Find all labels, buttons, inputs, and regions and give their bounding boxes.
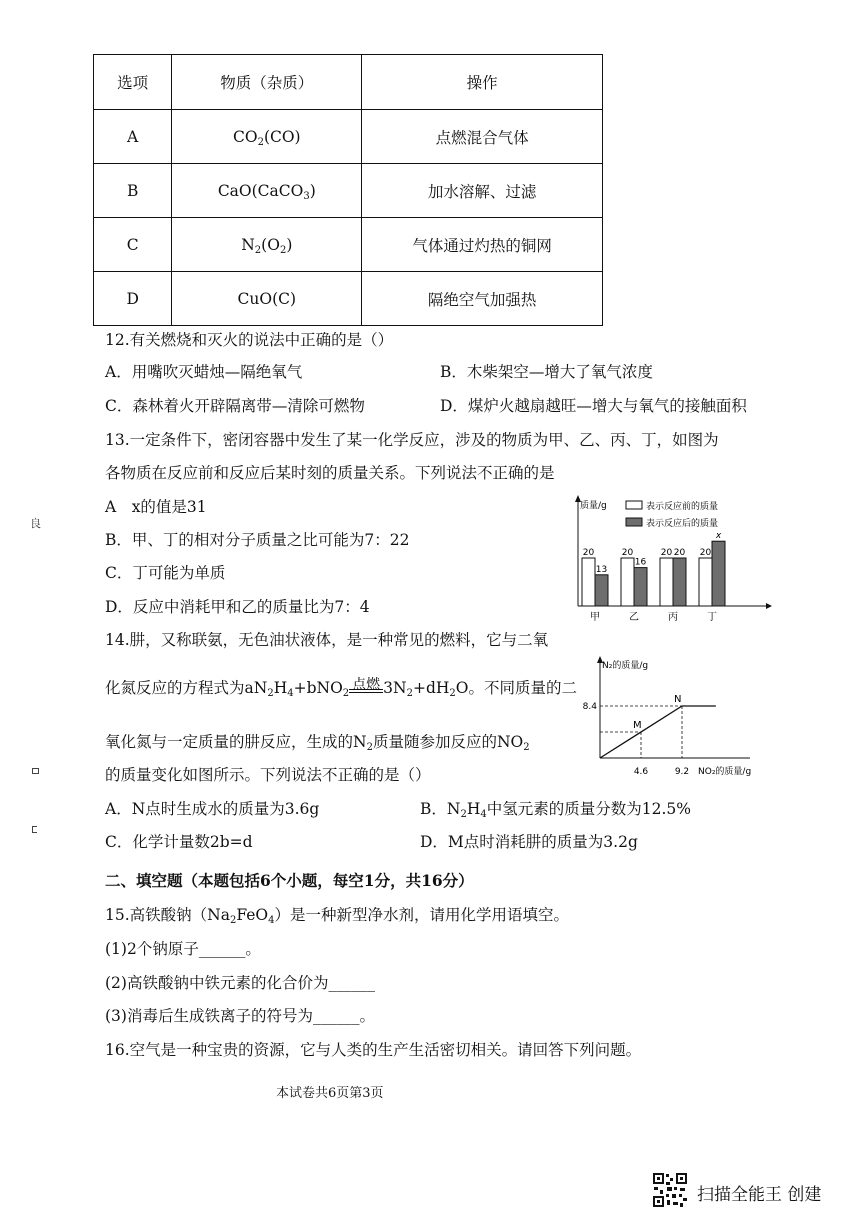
q14-option-a: A．N点时生成水的质量为3.6g — [105, 800, 320, 818]
table-header: 物质（杂质） — [172, 55, 362, 110]
margin-mark: 良 — [30, 517, 41, 530]
bar-label-before: 20 — [621, 548, 634, 558]
category-label: 丙 — [668, 612, 678, 623]
q15-part3: (3)消毒后生成铁离子的符号为______。 — [105, 1007, 375, 1025]
bar-label-before: 20 — [699, 548, 712, 558]
bar-label-before: 20 — [582, 548, 595, 558]
table-cell: CuO(C) — [172, 272, 362, 326]
q12-stem: 12.有关燃烧和灭火的说法中正确的是（） — [105, 331, 394, 349]
table-cell: CaO(CaCO$_3$) — [172, 164, 362, 218]
q15-stem: 15.高铁酸钠$(Na_2FeO_4)$是一种新型净水剂，请用化学用语填空。 — [105, 906, 570, 926]
bar-label-after: x — [715, 531, 722, 542]
y-axis-label: N₂的质量/g — [602, 661, 649, 671]
q14-text: +bNO — [293, 679, 343, 697]
table-header: 选项 — [94, 55, 172, 110]
table-header: 操作 — [362, 55, 603, 110]
q14-option-b: B．$N_2H_4$中氢元素的质量分数为12.5% — [420, 800, 691, 820]
category-label: 甲 — [590, 612, 600, 623]
q14-text: +dH — [412, 679, 450, 697]
q14-option-c: C．化学计量数2b=d — [105, 833, 253, 851]
point-label: N — [674, 694, 682, 705]
legend-swatch-after — [626, 518, 642, 526]
bar-before — [699, 558, 712, 606]
bar-before — [660, 558, 673, 606]
q14-option-d: D．M点时消耗肼的质量为3.2g — [420, 833, 638, 851]
reaction-condition-label: 点燃 — [352, 677, 381, 693]
q12-option-a: A．用嘴吹灭蜡烛—隔绝氧气 — [105, 363, 303, 381]
bar-label-before: 20 — [660, 548, 673, 558]
q15-part2: (2)高铁酸钠中铁元素的化合价为______ — [105, 974, 375, 992]
scanner-watermark: 扫描全能王 创建 — [697, 1185, 822, 1205]
bar-after — [634, 568, 647, 606]
point-label: M — [633, 720, 642, 731]
q13-option-b: B．甲、丁的相对分子质量之比可能为7：22 — [105, 531, 410, 549]
legend-label-after: 表示反应后的质量 — [646, 519, 719, 529]
bar-label-after: 16 — [634, 557, 647, 568]
q13-option-a: A x的值是31 — [105, 498, 207, 516]
legend-swatch-before — [626, 501, 642, 509]
q14-equation-line: 化氮反应的方程式为$aN_2H_4+bNO_2$ 点燃 $3N_2+dH_2O$。不同质量的二 — [105, 677, 577, 699]
q14-text: 3N — [383, 679, 407, 697]
q14-line4: 的质量变化如图所示。下列说法不正确的是（） — [105, 766, 431, 784]
table-header-row — [94, 55, 603, 110]
table-cell: $N_2(O_2)$ — [172, 218, 362, 272]
x-axis-arrow — [766, 603, 772, 609]
q13-stem-line1: 13.一定条件下，密闭容器中发生了某一化学反应，涉及的物质为甲、乙、丙、丁，如图为 — [105, 431, 719, 449]
table-row — [94, 110, 603, 164]
margin-tick — [32, 826, 37, 833]
n2-mass-line-chart — [580, 650, 780, 778]
category-label: 丁 — [707, 612, 717, 623]
bar-label-after: 13 — [595, 564, 608, 575]
table-cell: B — [94, 164, 172, 218]
q13-stem-line2: 各物质在反应前和反应后某时刻的质量关系。下列说法不正确的是 — [105, 464, 555, 482]
q12-option-c: C．森林着火开辟隔离带—清除可燃物 — [105, 397, 365, 415]
table-row — [94, 272, 603, 326]
y-axis-label: 质量/g — [580, 501, 607, 511]
table-cell: D — [94, 272, 172, 326]
table-row — [94, 164, 603, 218]
x-tick-label: 4.6 — [633, 767, 649, 777]
table-cell: $CO_2(CO)$ — [172, 110, 362, 164]
bar-before — [621, 558, 634, 606]
page-footer: 本试卷共6页第3页 — [276, 1086, 384, 1101]
q14-text: 化氮反应的方程式为aN — [105, 679, 268, 697]
y-tick-label: 8.4 — [582, 702, 597, 712]
bar-after — [673, 558, 686, 606]
q13-option-d: D．反应中消耗甲和乙的质量比为7：4 — [105, 598, 370, 616]
q14-text: O。不同质量的二 — [455, 679, 577, 697]
table-cell: 点燃混合气体 — [362, 110, 603, 164]
x-tick-label: 9.2 — [674, 767, 690, 777]
options-table — [93, 54, 603, 326]
q12-option-d: D．煤炉火越扇越旺—增大与氧气的接触面积 — [440, 397, 747, 415]
q16-stem: 16.空气是一种宝贵的资源，它与人类的生产生活密切相关。请回答下列问题。 — [105, 1041, 642, 1059]
margin-tick — [32, 768, 39, 774]
q13-option-c: C．丁可能为单质 — [105, 564, 226, 582]
bar-after — [595, 575, 608, 606]
bar-before — [582, 558, 595, 606]
q12-option-b: B．木柴架空—增大了氧气浓度 — [440, 363, 653, 381]
legend-label-before: 表示反应前的质量 — [646, 502, 719, 512]
category-label: 乙 — [629, 612, 639, 623]
section-title: 二、填空题（本题包括6个小题，每空1分，共16分） — [105, 871, 474, 890]
q15-part1: (1)2个钠原子______。 — [105, 940, 261, 958]
bar-label-after: 20 — [673, 548, 686, 558]
table-cell: 加水溶解、过滤 — [362, 164, 603, 218]
q14-text: H — [273, 679, 288, 697]
table-cell: C — [94, 218, 172, 272]
table-cell: 隔绝空气加强热 — [362, 272, 603, 326]
bar-after — [712, 541, 725, 606]
x-axis-label: NO₂的质量/g — [698, 767, 752, 777]
table-row — [94, 218, 603, 272]
q14-line3: 氧化氮与一定质量的肼反应，生成的$N_2$质量随参加反应的$NO_2$ — [105, 733, 530, 753]
mass-bar-chart — [570, 492, 780, 628]
table-cell: A — [94, 110, 172, 164]
q14-line1: 14.肼，又称联氨，无色油状液体，是一种常见的燃料，它与二氧 — [105, 631, 549, 649]
qr-code-icon — [652, 1172, 688, 1208]
table-cell: 气体通过灼热的铜网 — [362, 218, 603, 272]
